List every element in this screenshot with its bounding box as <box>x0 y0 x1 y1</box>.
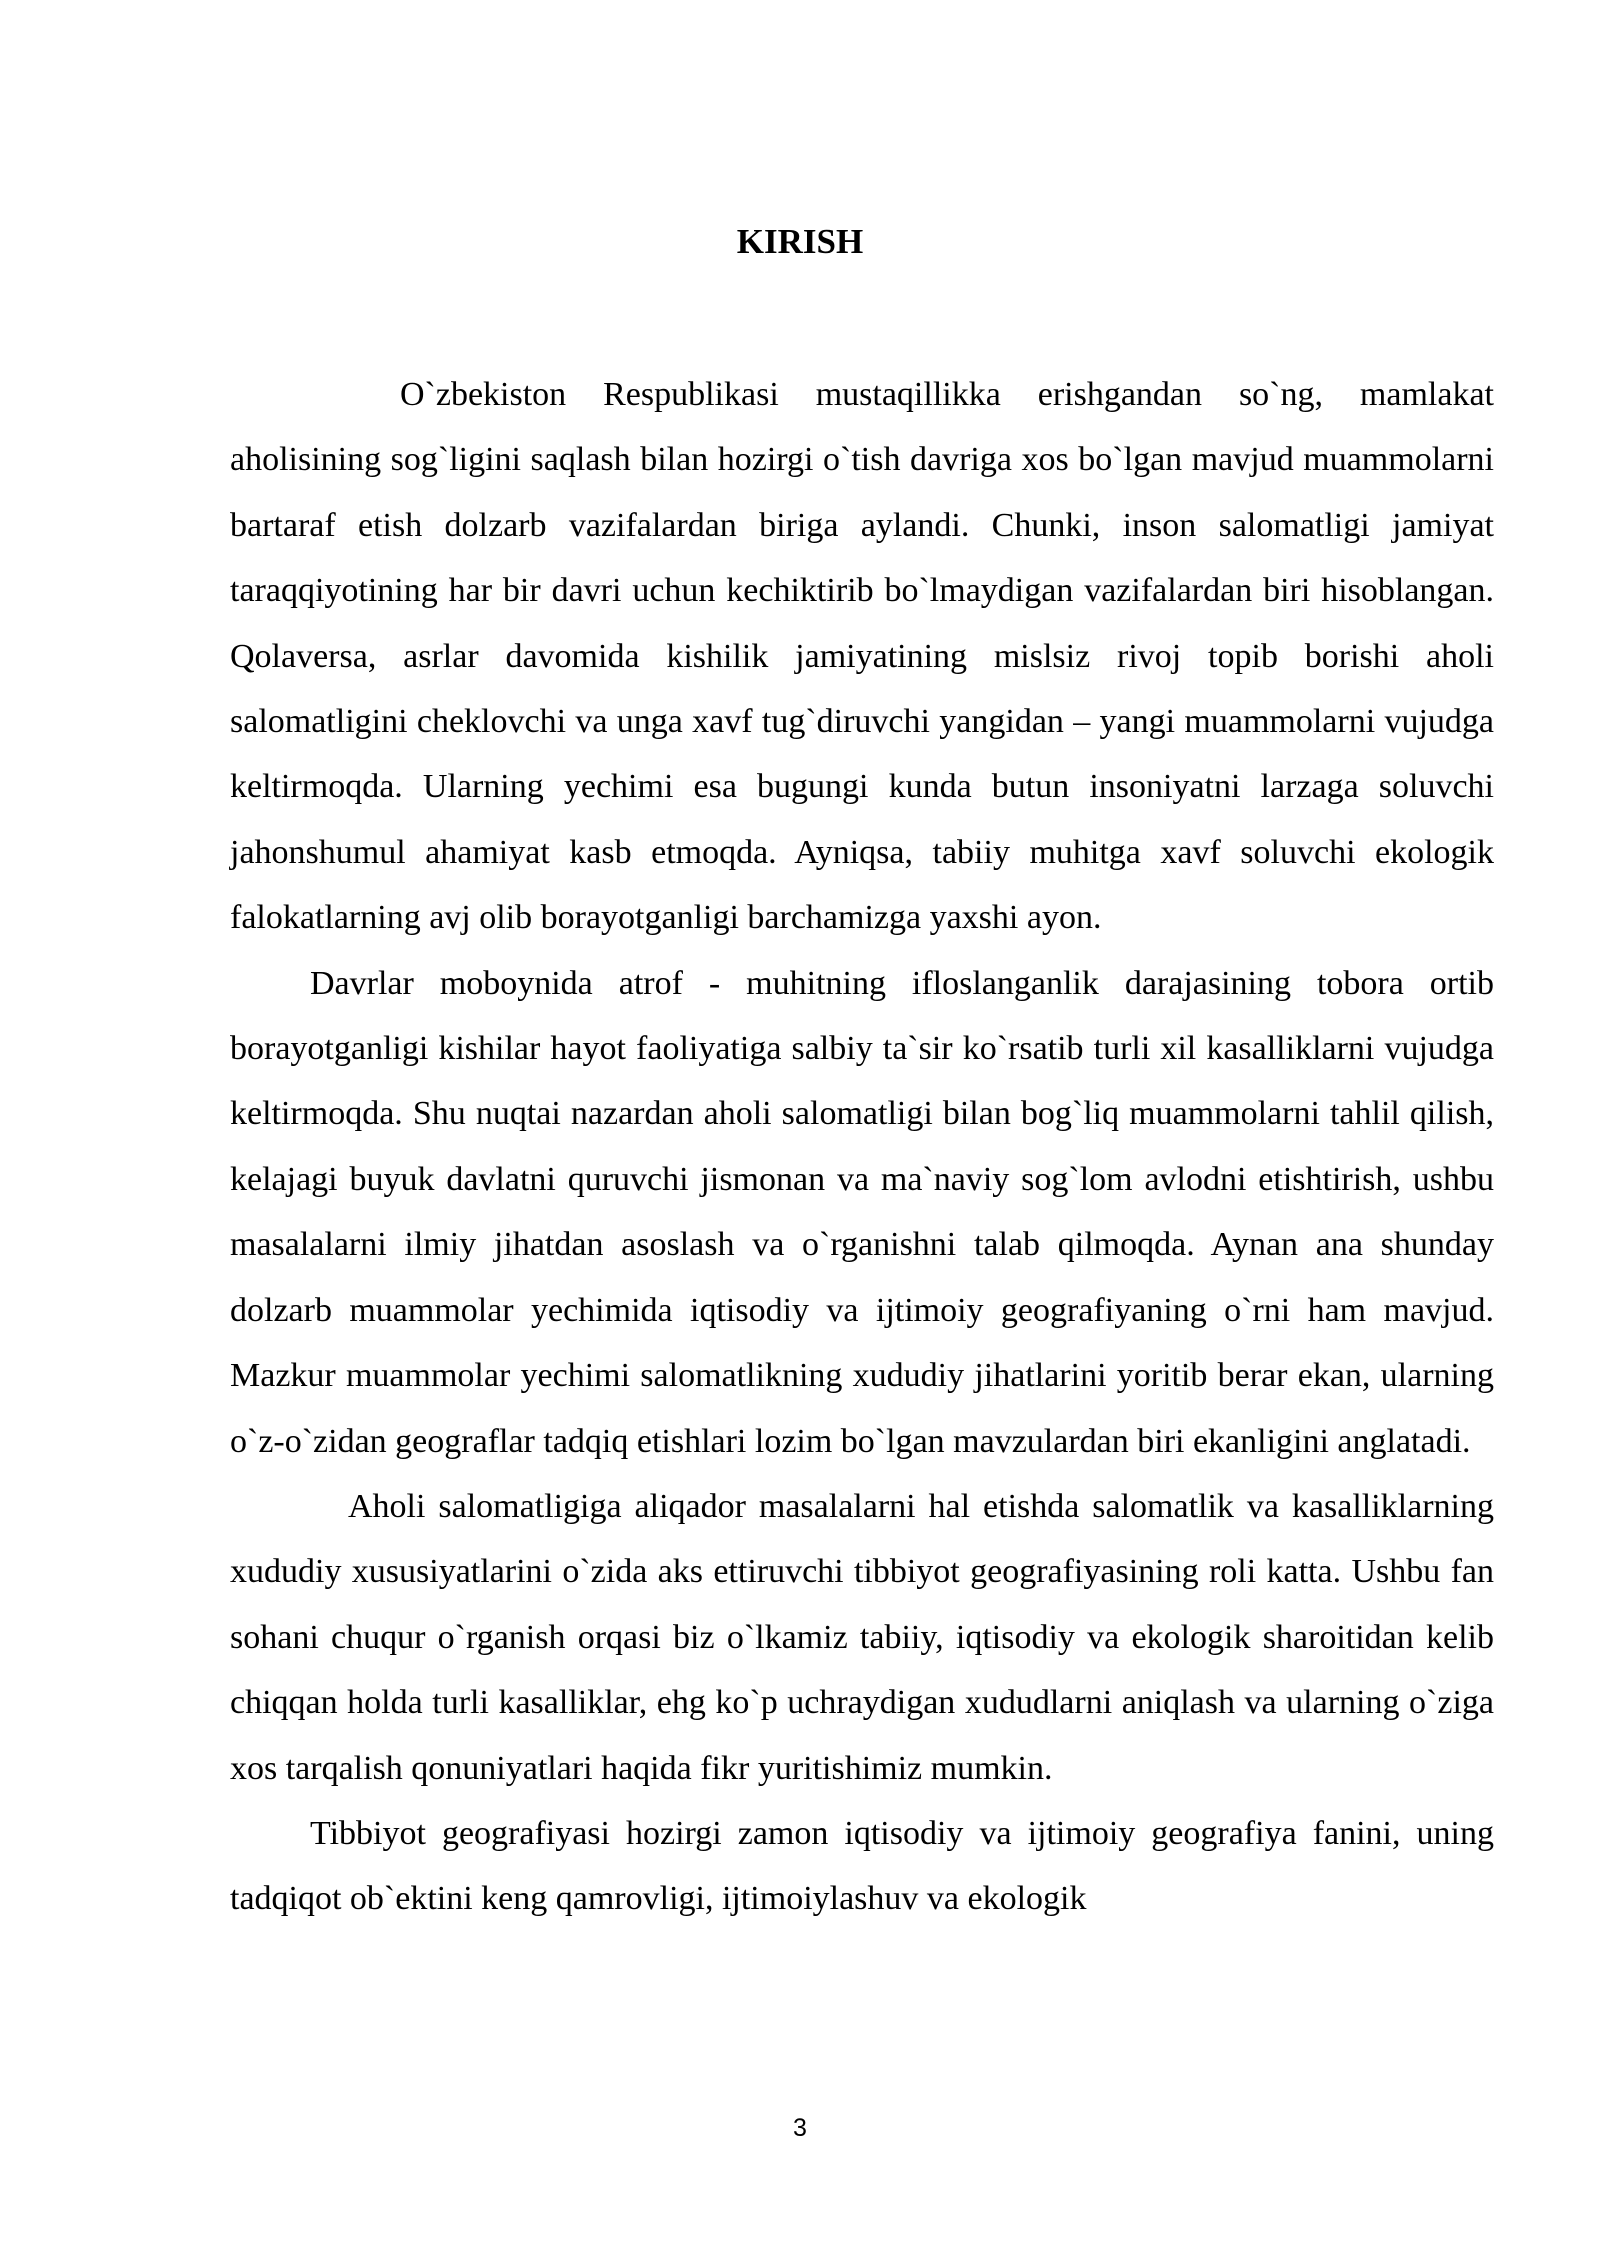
body-text <box>230 362 1494 1931</box>
paragraph-2: Davrlar moboynida atrof - muhitning ifloslanganlik darajasining tobora ortib borayotganligi kishilar hayot faoliyatiga salbiy ta`sir ko`rsatib turli xil kasalliklarni vujudga keltirmoqda. Shu nuqtai nazardan aholi salomatligi bilan bog`liq muammolarni tahlil qilish, kelajagi buyuk davlatni quruvchi jismonan va ma`naviy sog`lom avlodni etishtirish, ushbu masalalarni ilmiy jihatdan asoslash va o`rganishni talab qilmoqda. Aynan ana shunday dolzarb muammolar yechimida iqtisodiy va ijtimoiy geografiyaning o`rni ham mavjud. Mazkur muammolar yechimi salomatlikning xududiy jihatlarini yoritib berar ekan, ularning o`z-o`zidan geograflar tadqiq etishlari lozim bo`lgan mavzulardan biri ekanligini anglatadi. <box>230 964 1494 1460</box>
paragraph-3: Aholi salomatligiga aliqador masalalarni hal etishda salomatlik va kasalliklarning xududiy xususiyatlarini o`zida aks ettiruvchi tibbiyot geografiyasining roli katta. Ushbu fan sohani chuqur o`rganish orqasi biz o`lkamiz tabiiy, iqtisodiy va ekologik sharoitidan kelib chiqqan holda turli kasalliklar, ehg ko`p uchraydigan xududlarni aniqlash va ularning o`ziga xos tarqalish qonuniyatlari haqida fikr yuritishimiz mumkin. <box>230 1487 1494 1787</box>
chapter-title: KIRISH <box>736 222 864 261</box>
paragraph-4: Tibbiyot geografiyasi hozirgi zamon iqtisodiy va ijtimoiy geografiya fanini, uning tadqiqot ob`ektini keng qamrovligi, ijtimoiylashuv va ekologik <box>230 1814 1494 1918</box>
paragraph-1: O`zbekiston Respublikasi mustaqillikka erishgandan so`ng, mamlakat aholisining sog`ligini saqlash bilan hozirgi o`tish davriga xos bo`lgan mavjud muammolarni bartaraf etish dolzarb vazifalardan biriga aylandi. Chunki, inson salomatligi jamiyat taraqqiyotining har bir davri uchun kechiktirib bo`lmaydigan vazifalardan biri hisoblangan. Qolaversa, asrlar davomida kishilik jamiyatining mislsiz rivoj topib borishi aholi salomatligini cheklovchi va unga xavf tug`diruvchi yangidan – yangi muammolarni vujudga keltirmoqda. Ularning yechimi esa bugungi kunda butun insoniyatni larzaga soluvchi jahonshumul ahamiyat kasb etmoqda. Ayniqsa, tabiiy muhitga xavf soluvchi ekologik falokatlarning avj olib borayotganligi barchamizga yaxshi ayon. <box>230 376 1494 937</box>
page-number: 3 <box>793 2114 807 2142</box>
